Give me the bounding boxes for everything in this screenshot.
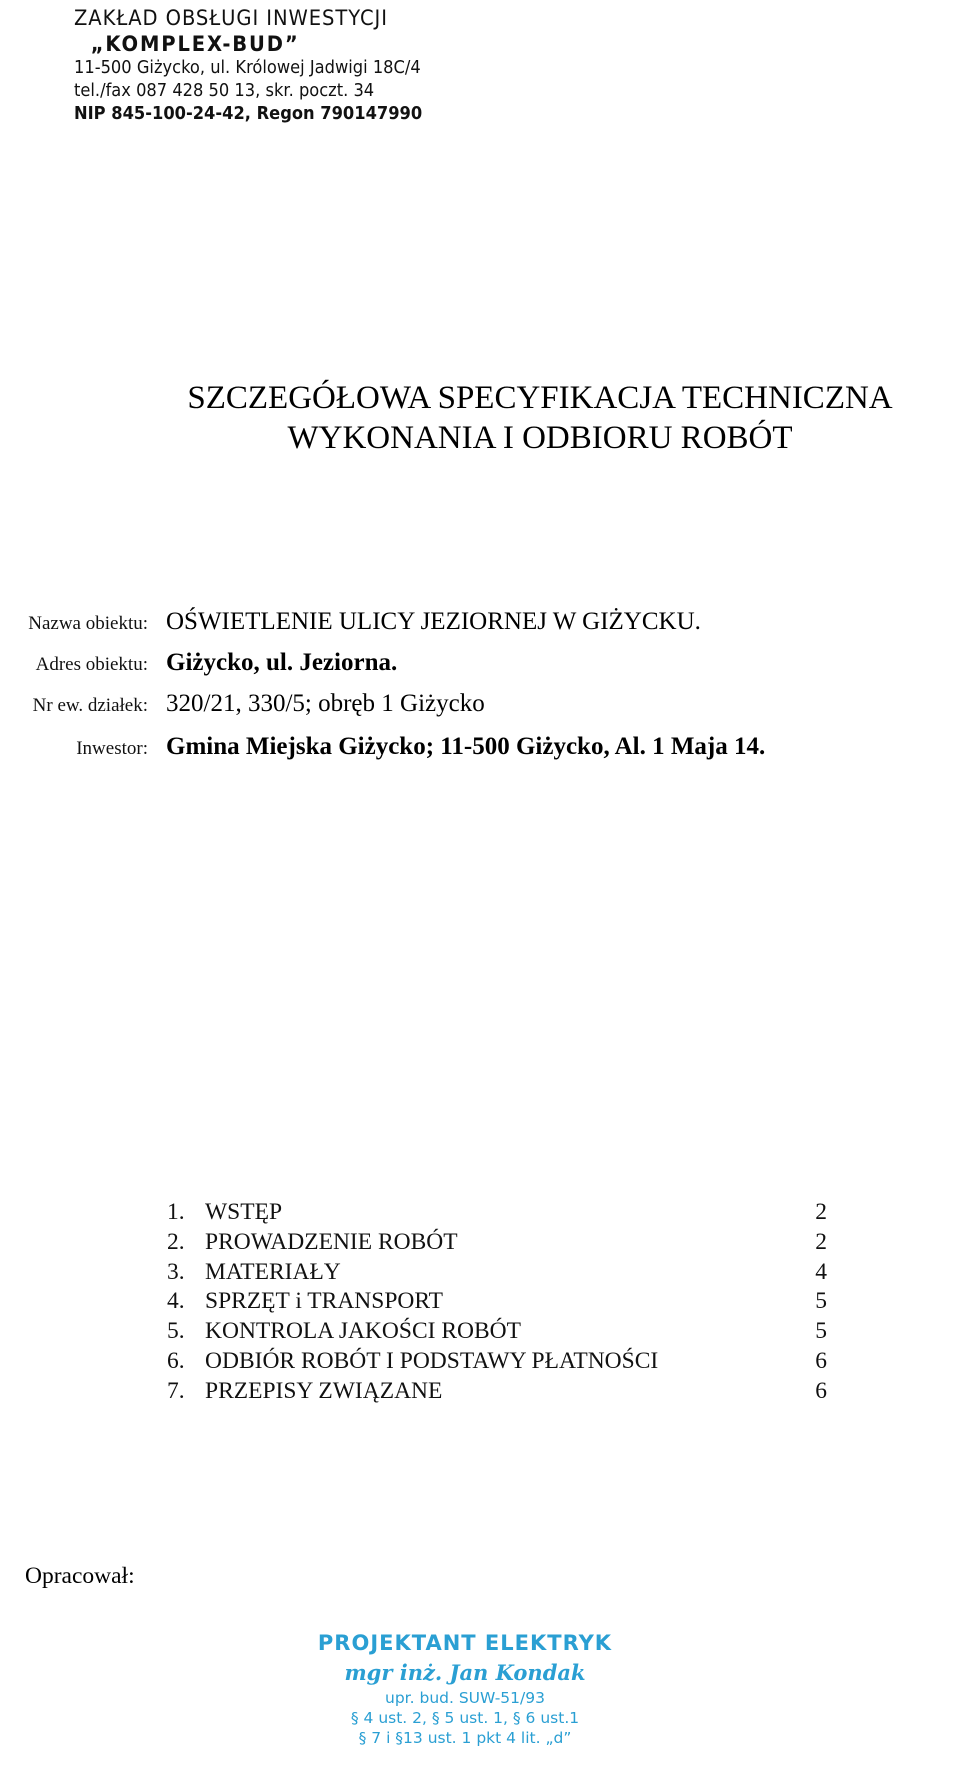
info-row-object-address — [0, 649, 397, 689]
toc-title: MATERIAŁY — [205, 1258, 341, 1285]
info-row-investor — [0, 733, 765, 773]
info-value-object-name: OŚWIETLENIE ULICY JEZIORNEJ W GIŻYCKU. — [166, 608, 701, 635]
toc-item — [167, 1287, 827, 1317]
company-stamp — [74, 4, 423, 126]
toc-item — [167, 1228, 827, 1258]
toc-title: PRZEPISY ZWIĄZANE — [205, 1377, 443, 1404]
toc-page: 6 — [815, 1377, 827, 1404]
toc-item — [167, 1347, 827, 1377]
designer-regulation-1: § 4 ust. 2, § 5 ust. 1, § 6 ust.1 — [350, 1709, 580, 1727]
toc-number: 4. — [167, 1288, 185, 1315]
toc-title: SPRZĘT i TRANSPORT — [205, 1288, 444, 1315]
toc-page: 2 — [815, 1228, 827, 1255]
designer-license: upr. bud. SUW-51/93 — [385, 1689, 545, 1707]
company-brand: „KOMPLEX-BUD” — [90, 32, 300, 56]
table-of-contents — [167, 1198, 827, 1407]
info-label: Adres obiektu: — [35, 654, 148, 675]
designer-name: mgr inż. Jan Kondak — [344, 1660, 586, 1685]
toc-number: 7. — [167, 1377, 185, 1404]
toc-page: 5 — [815, 1288, 827, 1315]
toc-page: 4 — [815, 1258, 827, 1285]
toc-title: PROWADZENIE ROBÓT — [205, 1228, 458, 1255]
info-row-plot-numbers — [0, 690, 485, 730]
info-value-investor: Gmina Miejska Giżycko; 11-500 Giżycko, Al. 1 Maja 14. — [166, 733, 766, 760]
toc-title: KONTROLA JAKOŚCI ROBÓT — [205, 1318, 521, 1345]
designer-regulation-2: § 7 i §13 ust. 1 pkt 4 lit. „d” — [358, 1729, 572, 1747]
company-tax-ids: NIP 845-100-24-42, Regon 790147990 — [74, 104, 423, 124]
toc-item — [167, 1258, 827, 1288]
title-line-1: SZCZEGÓŁOWA SPECYFIKACJA TECHNICZNA — [187, 380, 893, 416]
toc-title: WSTĘP — [205, 1199, 283, 1225]
document-title — [120, 378, 960, 458]
toc-number: 5. — [167, 1318, 185, 1345]
info-label: Inwestor: — [76, 738, 148, 759]
toc-number: 2. — [167, 1228, 185, 1255]
designer-stamp — [315, 1628, 615, 1748]
company-address: 11-500 Giżycko, ul. Królowej Jadwigi 18C/4 — [74, 58, 421, 78]
title-line-2: WYKONANIA I ODBIORU ROBÓT — [287, 420, 793, 456]
toc-number: 1. — [167, 1199, 185, 1225]
toc-title: ODBIÓR ROBÓT I PODSTAWY PŁATNOŚCI — [205, 1347, 659, 1374]
toc-page: 5 — [815, 1318, 827, 1345]
toc-item — [167, 1317, 827, 1347]
toc-number: 3. — [167, 1258, 185, 1285]
prepared-by-label: Opracował: — [25, 1563, 135, 1589]
toc-item — [167, 1198, 827, 1228]
designer-title: PROJEKTANT ELEKTRYK — [317, 1631, 613, 1655]
info-value-object-address: Giżycko, ul. Jeziorna. — [166, 649, 398, 676]
company-phone: tel./fax 087 428 50 13, skr. poczt. 34 — [74, 81, 375, 101]
info-row-object-name — [0, 608, 701, 648]
info-label: Nr ew. działek: — [32, 695, 148, 716]
toc-item — [167, 1377, 827, 1407]
toc-number: 6. — [167, 1347, 185, 1374]
company-name-line: ZAKŁAD OBSŁUGI INWESTYCJI — [74, 6, 388, 30]
info-value-plot-numbers: 320/21, 330/5; obręb 1 Giżycko — [166, 690, 485, 717]
toc-page: 6 — [815, 1347, 827, 1374]
info-label: Nazwa obiektu: — [28, 613, 148, 634]
toc-page: 2 — [815, 1199, 827, 1225]
